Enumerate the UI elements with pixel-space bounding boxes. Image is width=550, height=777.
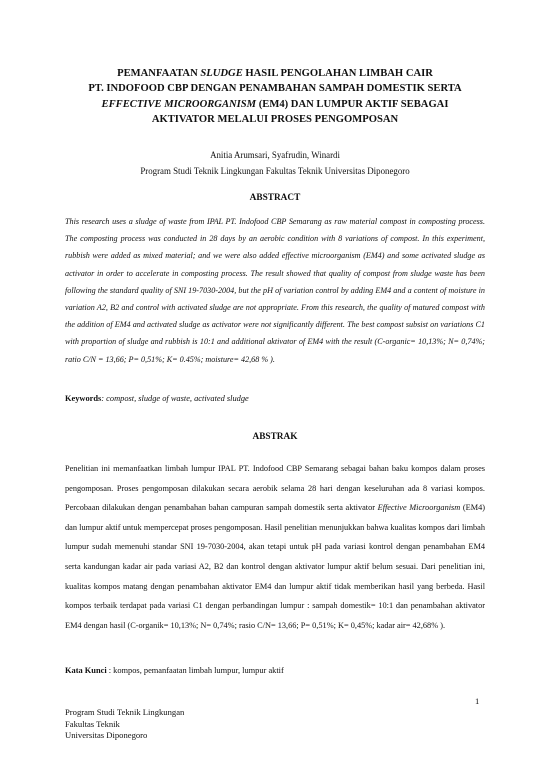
abstract-heading: ABSTRACT [249, 193, 301, 203]
kata-kunci-text: : kompos, pemanfaatan limbah lumpur, lumpur aktif [106, 666, 284, 675]
keywords-text: : compost, sludge of waste, activated sludge [101, 394, 249, 403]
keywords-label: Keywords [65, 394, 102, 403]
title-italic-sludge: SLUDGE [200, 68, 243, 79]
authors: Anitia Arumsari, Syafrudin, Winardi [210, 150, 340, 160]
page-number: 1 [475, 696, 480, 706]
abstrak-italic-term: Effective Microorganism [377, 503, 461, 513]
page-footer [65, 707, 184, 742]
title-line-2: PT. INDOFOOD CBP DENGAN PENAMBAHAN SAMPAH DOMESTIK SERTA [88, 83, 462, 95]
title-line-4: AKTIVATOR MELALUI PROSES PENGOMPOSAN [151, 113, 399, 125]
title-line-3: EFFECTIVE MICROORGANISM (EM4) DAN LUMPUR AKTIF SEBAGAI [101, 98, 449, 110]
footer-line-3: Universitas Diponegoro [65, 730, 148, 741]
kata-kunci-label: Kata Kunci [65, 666, 107, 675]
keywords-id [65, 666, 485, 675]
affiliation: Program Studi Teknik Lingkungan Fakultas Teknik Universitas Diponegoro [140, 166, 410, 176]
abstrak-heading: ABSTRAK [252, 432, 298, 442]
footer-line-1: Program Studi Teknik Lingkungan [65, 707, 185, 717]
footer-line-2: Fakultas Teknik [65, 718, 120, 729]
keywords-en [65, 394, 485, 403]
paper-title [55, 66, 495, 127]
title-line-1: PEMANFAATAN SLUDGE HASIL PENGOLAHAN LIMBAH CAIR [117, 68, 433, 79]
title-italic-em: EFFECTIVE MICROORGANISM [101, 98, 257, 110]
abstract-english-text: This research uses a sludge of waste from IPAL PT. Indofood CBP Semarang as raw material compost in composting process. The composting process was conducted in 28 days by an aerobic condition with 8 variations of compost. In this experiment, rubbish were added as mixed material; and we were also added effective microorganism (EM4) and some activated sludge as activator in order to accelerate in composting process. The result showed that quality of compost from sludge waste has been following the standard quality of SNI 19-7030-2004, but the pH of variation control by adding EM4 and a content of moisture in variation A2, B2 and control with activated sludge are not appropriate. From this research, the quality of matured compost with the addition of EM4 and activated sludge as activator were not significantly different. The best compost subsist on variations C1 with proportion of sludge and rubbish is 10:1 and additional aktivator of EM4 with the result (C-organic= 10,13%; N= 0,74%; ratio C/N = 13,66; P= 0,51%; K= 0.45%; moisture= 42,68 % ). [65, 217, 485, 364]
abstrak-indonesian-text: Penelitian ini memanfaatkan limbah lumpur IPAL PT. Indofood CBP Semarang sebagai bahan baku kompos dalam proses pengomposan. Proses pengomposan dilakukan secara aerobik selama 28 hari dengan keseluruhan ada 8 variasi kompos. Percobaan dilakukan dengan penambahan bahan campuran sampah domestik serta aktivator Effective Microorganism (EM4) dan lumpur aktif untuk mempercepat proses pengomposan. Hasil penelitian menunjukkan bahwa kualitas kompos dari limbah lumpur sudah memenuhi standar SNI 19-7030-2004, akan tetapi untuk pH pada variasi kontrol dengan penambahan EM4 serta kandungan kadar air pada variasi A2, B2 dan kontrol dengan aktivator lumpur aktif belum sesuai. Dari penelitian ini, kualitas kompos matang dengan penambahan aktivator EM4 dan lumpur aktif tidak memberikan hasil yang berbeda. Hasil kompos terbaik terdapat pada variasi C1 dengan perbandingan lumpur : sampah domestik= 10:1 dan penambahan aktivator EM4 dengan hasil (C-organik= 10,13%; N= 0,74%; rasio C/N= 13,66; P= 0,51%; K= 0,45%; kadar air= 42,68% ). [65, 464, 485, 630]
